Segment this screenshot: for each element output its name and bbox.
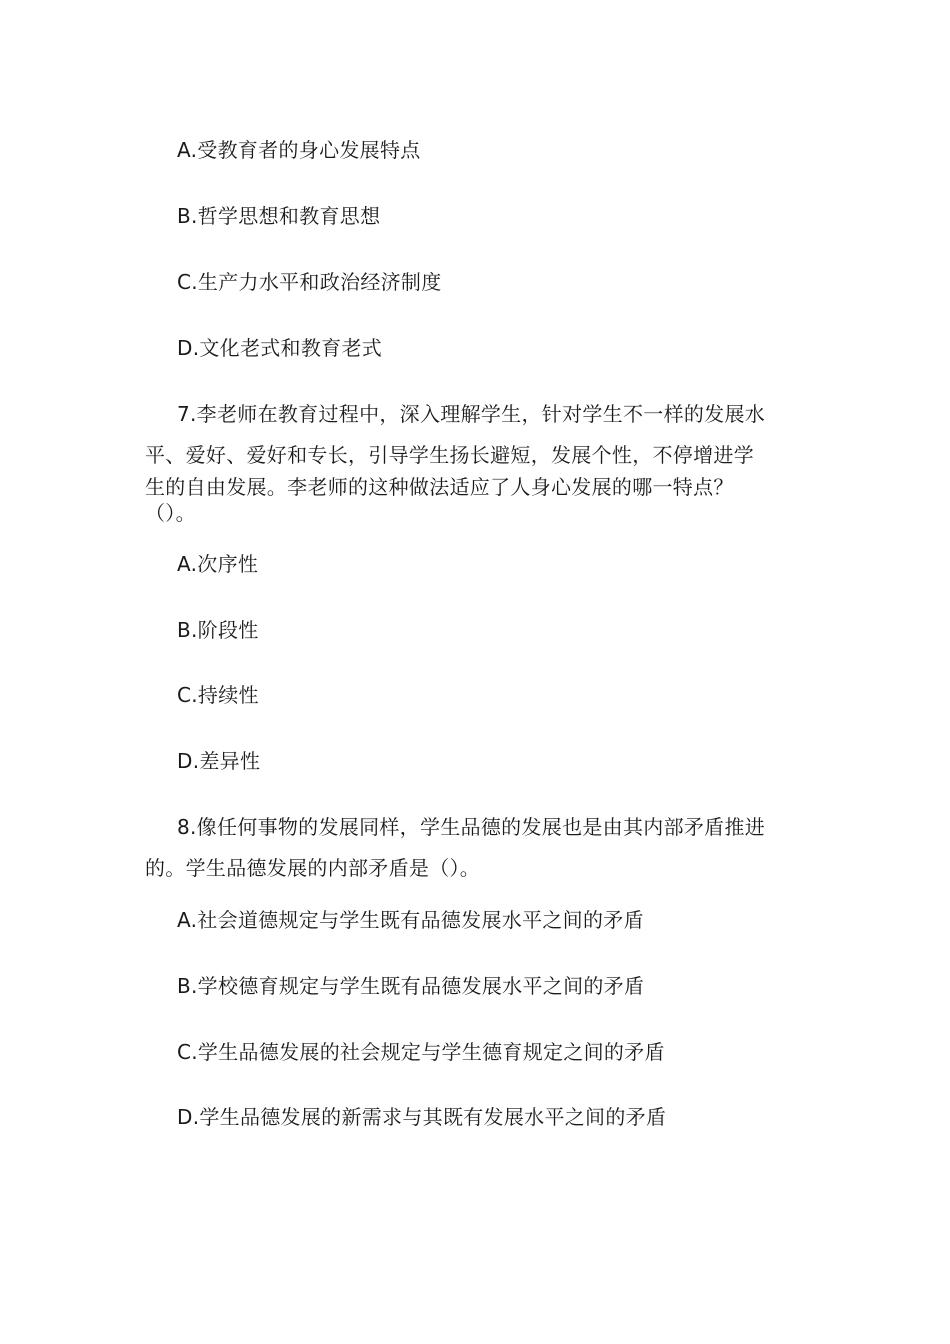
q8-stem-line-1: 8.像任何事物的发展同样，学生品德的发展也是由其内部矛盾推进 bbox=[177, 815, 766, 839]
q7-option-b: B.阶段性 bbox=[177, 618, 259, 642]
q8-stem-line-2: 的。学生品德发展的内部矛盾是（）。 bbox=[145, 856, 481, 880]
q7-option-d: D.差异性 bbox=[177, 749, 261, 773]
q8-option-a: A.社会道德规定与学生既有品德发展水平之间的矛盾 bbox=[177, 908, 644, 932]
q8-option-d: D.学生品德发展的新需求与其既有发展水平之间的矛盾 bbox=[177, 1105, 667, 1129]
q7-stem-line-4: （）。 bbox=[145, 501, 196, 525]
q7-option-c: C.持续性 bbox=[177, 683, 259, 707]
q6-option-b: B.哲学思想和教育思想 bbox=[177, 204, 381, 228]
q8-option-b: B.学校德育规定与学生既有品德发展水平之间的矛盾 bbox=[177, 974, 645, 998]
q8-option-c: C.学生品德发展的社会规定与学生德育规定之间的矛盾 bbox=[177, 1040, 665, 1064]
q7-stem-line-1: 7.李老师在教育过程中，深入理解学生，针对学生不一样的发展水 bbox=[177, 402, 766, 426]
q8-stem bbox=[145, 813, 805, 883]
q6-option-c: C.生产力水平和政治经济制度 bbox=[177, 270, 442, 294]
q6-option-a: A.受教育者的身心发展特点 bbox=[177, 138, 421, 162]
q7-stem-line-3: 生的自由发展。李老师的这种做法适应了人身心发展的哪一特点？ bbox=[145, 475, 734, 499]
q7-stem-line-2: 平、爱好、爱好和专长，引导学生扬长避短，发展个性，不停增进学 bbox=[145, 443, 754, 467]
q7-option-a: A.次序性 bbox=[177, 552, 259, 576]
q7-stem bbox=[145, 400, 805, 528]
q6-option-d: D.文化老式和教育老式 bbox=[177, 336, 383, 360]
